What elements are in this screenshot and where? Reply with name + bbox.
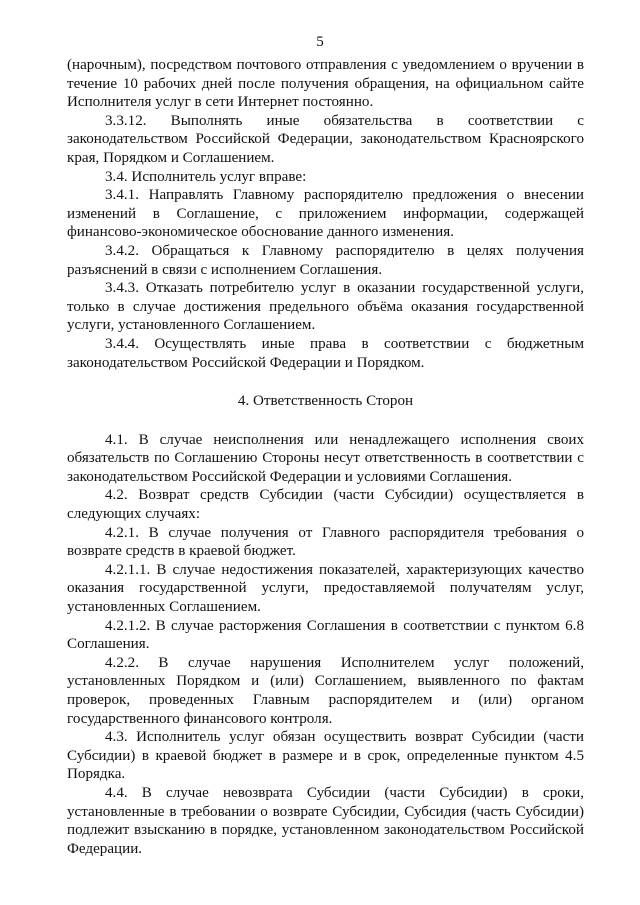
paragraph-cont: (нарочным), посредством почтового отправления с уведомлением о вручении в течение 10 рабочих дней после получения обращения, на официальном сайте Исполнителя услуг в сети Интернет постоянно. (67, 57, 584, 111)
paragraph-4-2-1: 4.2.1. В случае получения от Главного распорядителя требования о возврате средств в краевой бюджет. (67, 524, 584, 560)
section-3-paragraphs (67, 56, 584, 372)
paragraph-3-4: 3.4. Исполнитель услуг вправе: (105, 168, 307, 185)
paragraph-3-3-12: 3.3.12. Выполнять иные обязательства в соответствии с законодательством Российской Федерации, законодательством Красноярского края, Порядком и Соглашением. (67, 112, 584, 166)
paragraph-4-4: 4.4. В случае невозврата Субсидии (части Субсидии) в сроки, установленные в требовании о возврате Субсидии, Субсидия (часть Субсидии) подлежит взысканию в порядке, установленном законодательством Российской Федерации. (67, 784, 584, 857)
section-heading: 4. Ответственность Сторон (237, 393, 414, 410)
paragraph-4-1: 4.1. В случае неисполнения или ненадлежащего исполнения своих обязательств по Соглашению Стороны несут ответственность в соответствии с законодательством Российской Федерации и условиями Соглашения. (67, 431, 584, 485)
paragraph-3-4-4: 3.4.4. Осуществлять иные права в соответствии с бюджетным законодательством Российской Федерации и Порядком. (67, 335, 584, 371)
paragraph-4-2-2: 4.2.2. В случае нарушения Исполнителем услуг положений, установленных Порядком и (или) Соглашением, выявленного по фактам проверок, проведенных Главным распорядителем и (или) органом государственного финансового контроля. (67, 654, 584, 727)
paragraph-3-4-1: 3.4.1. Направлять Главному распорядителю предложения о внесении изменений в Соглашение, с приложением информации, содержащей финансово-экономическое обоснование данного изменения. (67, 187, 584, 241)
paragraph-3-4-3: 3.4.3. Отказать потребителю услуг в оказании государственной услуги, только в случае достижения предельного объёма оказания государственной услуги, установленного Соглашением. (67, 280, 584, 334)
paragraph-4-2-1-1: 4.2.1.1. В случае недостижения показателей, характеризующих качество оказания государственной услуги, предоставляемой получателям услуг, установленных Соглашением. (67, 561, 584, 616)
paragraph-4-3: 4.3. Исполнитель услуг обязан осуществить возврат Субсидии (части Субсидии) в краевой бюджет в размере и в срок, определенные пунктом 4.5 Порядка. (67, 729, 584, 783)
paragraph-3-4-2: 3.4.2. Обращаться к Главному распорядителю в целях получения разъяснений в связи с исполнением Соглашения. (67, 242, 584, 278)
section-4-paragraphs (67, 431, 584, 859)
document-body (67, 56, 584, 858)
page-number: 5 (316, 34, 324, 50)
paragraph-4-2-1-2: 4.2.1.2. В случае расторжения Соглашения в соответствии с пунктом 6.8 Соглашения. (67, 617, 584, 653)
paragraph-4-2: 4.2. Возврат средств Субсидии (части Субсидии) осуществляется в следующих случаях: (67, 487, 584, 523)
